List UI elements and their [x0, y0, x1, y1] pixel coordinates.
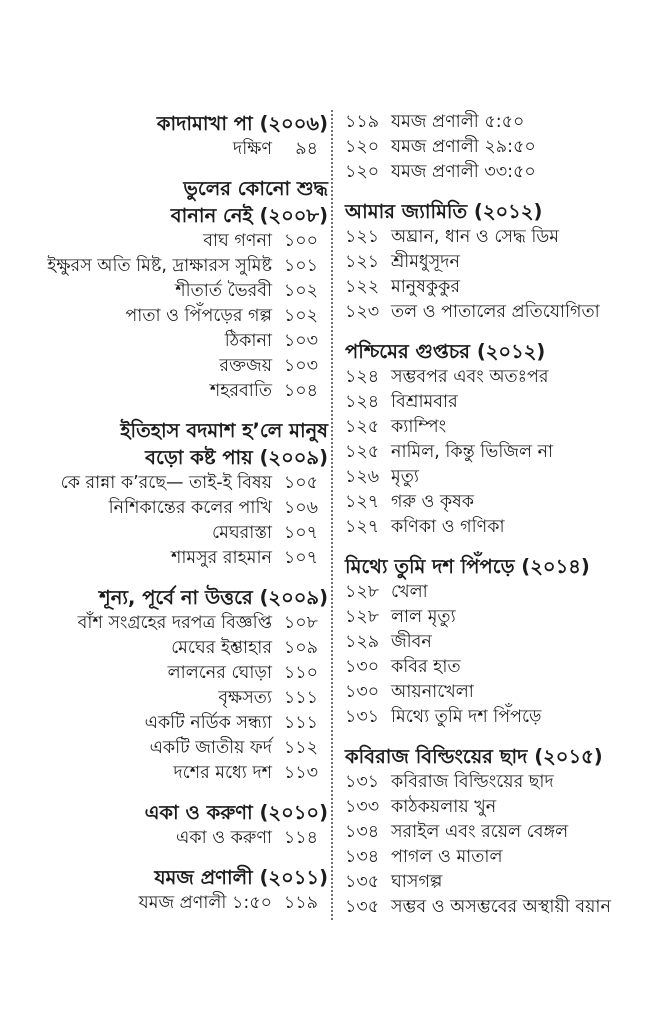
toc-entry-row	[345, 440, 627, 465]
toc-entry-title: সম্ভবপর এবং অতঃপর	[391, 367, 549, 387]
toc-entry-page-number: ১২৪	[345, 367, 380, 387]
toc-entry-title: কণিকা ও গণিকা	[391, 517, 505, 537]
toc-entry-row	[44, 686, 328, 711]
toc-entry-page-number: ১২০	[345, 162, 380, 182]
toc-entry-row	[345, 630, 627, 655]
toc-entry-row	[345, 160, 627, 185]
toc-entry-page-number: ১৩০	[345, 657, 380, 677]
toc-entry-page-number: ১২১	[345, 227, 380, 247]
toc-entry-title: কাঠকয়লায় খুন	[391, 797, 497, 817]
toc-entry-page-number: ১৩৪	[345, 822, 380, 842]
toc-entry-row	[44, 379, 328, 404]
toc-entry-row	[345, 110, 627, 135]
toc-entry-title: শীতার্ত ভৈরবী	[175, 281, 272, 301]
toc-entry-title: ক্যাম্পিং	[391, 417, 447, 437]
toc-entry-page-number: ১০৪	[283, 381, 318, 401]
toc-entry-row	[44, 521, 328, 546]
toc-section	[345, 743, 627, 920]
toc-entry-row	[44, 736, 328, 761]
toc-entry-page-number: ১০৬	[283, 498, 318, 518]
toc-section-heading: পশ্চিমের গুপ্তচর (২০১২)	[345, 340, 546, 363]
toc-entry-row	[44, 711, 328, 736]
toc-entry-title: শামসুর রাহমান	[170, 548, 272, 568]
toc-entry-row	[44, 137, 328, 162]
toc-columns	[44, 110, 627, 920]
toc-entry-row	[345, 680, 627, 705]
toc-section	[44, 584, 328, 786]
toc-section-heading: কাদামাখা পা (২০০৬)	[156, 112, 328, 135]
toc-section-heading: ভুলের কোনো শুদ্ধ	[183, 177, 328, 200]
toc-entry-title: আয়নাখেলা	[391, 682, 474, 702]
toc-entry-page-number: ১২৫	[345, 417, 380, 437]
toc-entry-row	[44, 496, 328, 521]
toc-entry-page-number: ১৩১	[345, 772, 380, 792]
column-divider-dotted-line	[331, 110, 333, 920]
toc-section	[345, 110, 627, 185]
toc-entry-page-number: ১২৬	[345, 467, 380, 487]
toc-entry-title: একটি জাতীয় ফর্দ	[149, 738, 272, 758]
toc-entry-row	[345, 390, 627, 415]
toc-entry-row	[44, 354, 328, 379]
toc-entry-title: পাতা ও পিঁপড়ের গল্প	[125, 306, 272, 326]
toc-entry-row	[44, 304, 328, 329]
toc-entry-title: খেলা	[391, 582, 428, 602]
toc-entry-row	[345, 580, 627, 605]
toc-entry-page-number: ১০২	[283, 306, 318, 326]
toc-entry-title: ঠিকানা	[224, 331, 272, 351]
toc-entry-page-number: ১৩৫	[345, 872, 380, 892]
toc-entry-page-number: ১১৯	[283, 893, 318, 913]
toc-entry-title: মৃত্যু	[391, 467, 419, 487]
toc-entry-page-number: ১০০	[283, 231, 318, 251]
toc-entry-page-number: ১১১	[283, 688, 318, 708]
toc-section	[345, 198, 627, 325]
toc-entry-row	[44, 661, 328, 686]
toc-entry-row	[345, 605, 627, 630]
toc-entry-page-number: ১১৯	[345, 112, 380, 132]
toc-entry-title: বাঁশ সংগ্রহের দরপত্র বিজ্ঞপ্তি	[77, 613, 272, 633]
toc-entry-row	[345, 795, 627, 820]
toc-entry-page-number: ১২১	[345, 252, 380, 272]
toc-entry-page-number: ১০৫	[283, 473, 318, 493]
toc-entry-title: জীবন	[391, 632, 432, 652]
toc-entry-title: অঘ্রান, ধান ও সেদ্ধ ডিম	[391, 227, 560, 247]
toc-entry-page-number: ১০৯	[283, 638, 318, 658]
toc-entry-row	[345, 870, 627, 895]
toc-section	[345, 553, 627, 730]
toc-section	[44, 417, 328, 571]
toc-entry-row	[345, 820, 627, 845]
toc-entry-title: যমজ প্রণালী ৫:৫০	[391, 112, 525, 132]
toc-entry-row	[44, 254, 328, 279]
toc-entry-page-number: ১১৪	[283, 828, 318, 848]
toc-entry-page-number: ১১১	[283, 713, 318, 733]
toc-section-heading: মিথ্যে তুমি দশ পিঁপড়ে (২০১৪)	[345, 555, 590, 578]
toc-entry-page-number: ১২৪	[345, 392, 380, 412]
toc-entry-title: বাঘ গণনা	[203, 231, 272, 251]
toc-entry-title: ইক্ষুরস অতি মিষ্ট, দ্রাক্ষারস সুমিষ্ট	[47, 256, 272, 276]
toc-entry-title: রক্তজয়	[219, 356, 272, 376]
toc-entry-row	[345, 415, 627, 440]
toc-section-heading: একা ও করুণা (২০১০)	[144, 801, 328, 824]
toc-entry-row	[345, 135, 627, 160]
toc-entry-page-number: ১২৩	[345, 302, 380, 322]
toc-entry-title: পাগল ও মাতাল	[391, 847, 503, 867]
toc-entry-title: শহরবাতি	[209, 381, 272, 401]
toc-entry-page-number: ১০৩	[283, 331, 318, 351]
toc-entry-page-number: ১২৭	[345, 517, 380, 537]
toc-entry-title: শ্রীমধুসূদন	[391, 252, 460, 272]
toc-entry-title: তল ও পাতালের প্রতিযোগিতা	[391, 302, 600, 322]
toc-entry-title: মেঘের ইশ্তাহার	[171, 638, 272, 658]
toc-entry-row	[44, 471, 328, 496]
toc-entry-title: মানুষকুকুর	[391, 277, 460, 297]
toc-entry-row	[44, 826, 328, 851]
toc-entry-title: লাল মৃত্যু	[391, 607, 456, 627]
toc-entry-page-number: ১২৮	[345, 582, 380, 602]
toc-entry-row	[345, 845, 627, 870]
toc-entry-title: মেঘরাস্তা	[212, 523, 272, 543]
toc-entry-title: লালনের ঘোড়া	[167, 663, 272, 683]
toc-entry-title: ঘাসগল্প	[391, 872, 443, 892]
toc-entry-page-number: ১৩৪	[345, 847, 380, 867]
toc-entry-row	[44, 636, 328, 661]
toc-section-heading: যমজ প্রণালী (২০১১)	[154, 866, 328, 889]
toc-entry-page-number: ১০৩	[283, 356, 318, 376]
toc-entry-title: সরাইল এবং রয়েল বেঙ্গল	[391, 822, 569, 842]
toc-entry-row	[345, 465, 627, 490]
toc-entry-page-number: ১১৩	[283, 763, 318, 783]
toc-entry-page-number: ১৩৩	[345, 797, 380, 817]
toc-entry-title: নিশিকান্তের কলের পাখি	[108, 498, 272, 518]
toc-entry-title: গরু ও কৃষক	[391, 492, 475, 512]
toc-section	[44, 799, 328, 851]
toc-entry-title: কে রান্না ক’রছে— তাই-ই বিষয়	[60, 473, 272, 493]
toc-entry-row	[345, 655, 627, 680]
toc-section-heading: বানান নেই (২০০৮)	[170, 204, 328, 227]
toc-entry-row	[345, 705, 627, 730]
toc-entry-page-number: ১২২	[345, 277, 380, 297]
toc-entry-row	[44, 611, 328, 636]
toc-entry-page-number: ১০২	[283, 281, 318, 301]
toc-entry-title: বিশ্রামবার	[391, 392, 458, 412]
toc-entry-page-number: ১২৭	[345, 492, 380, 512]
toc-entry-title: নামিল, কিন্তু ভিজিল না	[391, 442, 554, 462]
toc-section-heading: কবিরাজ বিল্ডিংয়ের ছাদ (২০১৫)	[345, 745, 603, 768]
toc-section	[44, 175, 328, 404]
toc-entry-row	[44, 229, 328, 254]
toc-entry-row	[44, 329, 328, 354]
toc-entry-title: যমজ প্রণালী ১:৫০	[138, 893, 272, 913]
toc-entry-title: বৃক্ষসত্য	[218, 688, 272, 708]
toc-entry-page-number: ১০৮	[283, 613, 318, 633]
toc-entry-row	[44, 546, 328, 571]
toc-entry-page-number: ১০৭	[283, 548, 318, 568]
toc-entry-row	[345, 365, 627, 390]
toc-entry-title: যমজ প্রণালী ৩৩:৫০	[391, 162, 536, 182]
toc-entry-page-number: ১২৯	[345, 632, 380, 652]
toc-section-heading: বড়ো কষ্ট পায় (২০০৯)	[145, 446, 328, 469]
toc-section	[345, 338, 627, 540]
toc-entry-title: যমজ প্রণালী ২৯:৫০	[391, 137, 536, 157]
toc-section-heading: শূন্য, পূর্বে না উত্তরে (২০০৯)	[99, 586, 328, 609]
toc-entry-title: দক্ষিণ	[233, 139, 272, 159]
toc-entry-title: একা ও করুণা	[176, 828, 272, 848]
toc-entry-row	[345, 515, 627, 540]
toc-entry-title: মিথ্যে তুমি দশ পিঁপড়ে	[391, 707, 542, 727]
toc-entry-row	[44, 891, 328, 916]
toc-section-heading: ইতিহাস বদমাশ হ’লে মানুষ	[120, 419, 328, 442]
toc-entry-page-number: ১০১	[283, 256, 318, 276]
toc-section-heading: আমার জ্যামিতি (২০১২)	[345, 200, 543, 223]
toc-entry-page-number: ১৩১	[345, 707, 380, 727]
toc-entry-title: কবির হাত	[391, 657, 461, 677]
toc-entry-row	[345, 225, 627, 250]
toc-entry-page-number: ১২৮	[345, 607, 380, 627]
toc-entry-title: একটি নর্ডিক সন্ধ্যা	[144, 713, 272, 733]
toc-entry-page-number: ৯৪	[295, 139, 318, 159]
toc-entry-title: সম্ভব ও অসম্ভবের অস্থায়ী বয়ান	[391, 897, 611, 917]
toc-entry-page-number: ১১২	[283, 738, 318, 758]
toc-entry-page-number: ১২০	[345, 137, 380, 157]
toc-entry-row	[345, 770, 627, 795]
toc-entry-row	[345, 490, 627, 515]
toc-entry-row	[345, 895, 627, 920]
toc-column-left	[44, 110, 328, 916]
toc-entry-title: দশের মধ্যে দশ	[173, 763, 272, 783]
toc-section	[44, 110, 328, 162]
toc-entry-page-number: ১০৭	[283, 523, 318, 543]
toc-entry-row	[44, 761, 328, 786]
toc-entry-page-number: ১৩৫	[345, 897, 380, 917]
toc-column-right	[345, 110, 627, 920]
toc-entry-row	[44, 279, 328, 304]
toc-entry-row	[345, 250, 627, 275]
toc-section	[44, 864, 328, 916]
toc-entry-row	[345, 300, 627, 325]
toc-entry-row	[345, 275, 627, 300]
toc-entry-page-number: ১৩০	[345, 682, 380, 702]
toc-entry-page-number: ১২৫	[345, 442, 380, 462]
toc-entry-page-number: ১১০	[283, 663, 318, 683]
toc-entry-title: কবিরাজ বিল্ডিংয়ের ছাদ	[391, 772, 554, 792]
